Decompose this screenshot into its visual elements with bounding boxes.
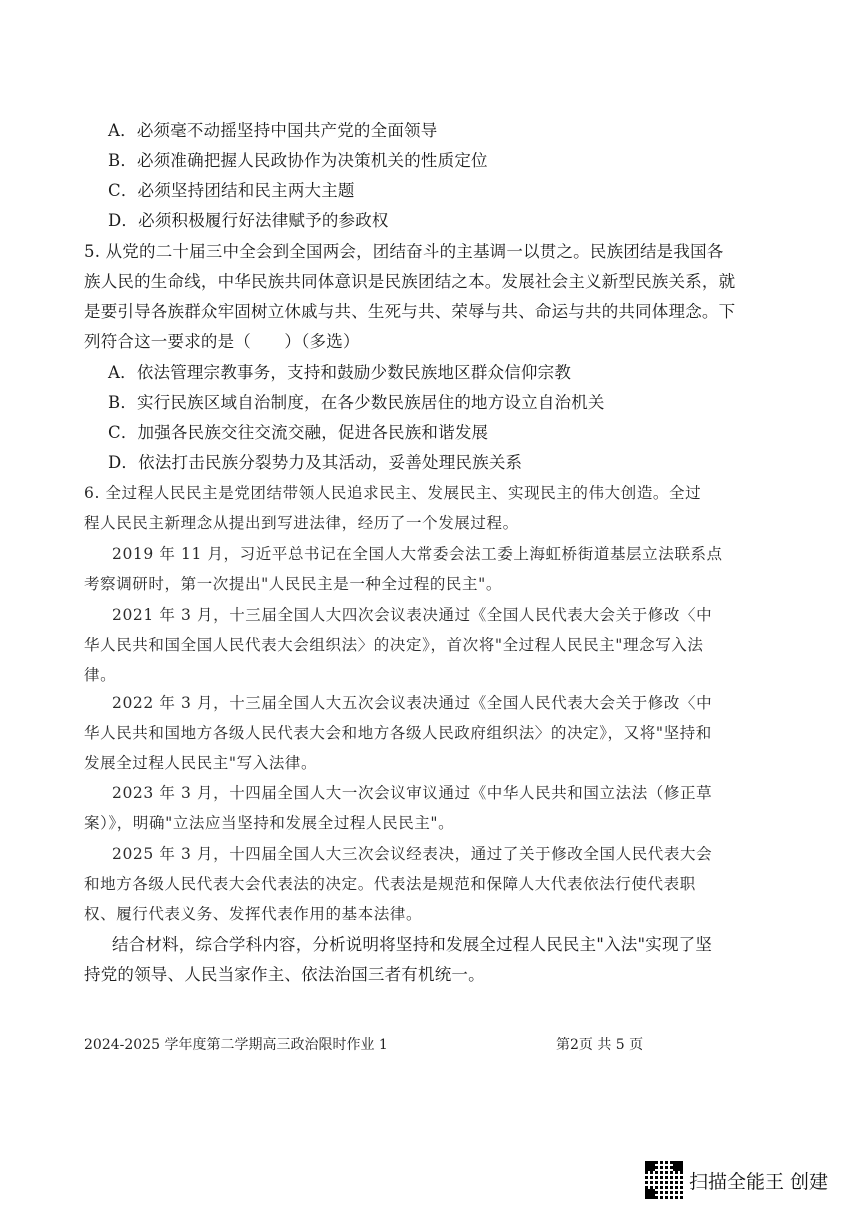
q5-stem-line: 5. 从党的二十届三中全会到全国两会，团结奋斗的主基调一以贯之。民族团结是我国各	[84, 242, 724, 261]
q6-material-2025: 和地方各级人民代表大会代表法的决定。代表法是规范和保障人大代表依法行使代表职	[84, 875, 696, 893]
q6-intro-line: 6. 全过程人民民主是党团结带领人民追求民主、发展民主、实现民主的伟大创造。全过	[84, 484, 702, 502]
q5-option-b: B．实行民族区域自治制度，在各少数民族居住的地方设立自治机关	[108, 393, 605, 412]
q6-material-2022: 华人民共和国地方各级人民代表大会和地方各级人民政府组织法〉的决定》，又将"坚持和	[84, 724, 712, 742]
q5-stem-line: 是要引导各族群众牢固树立休戚与共、生死与共、荣辱与共、命运与共的共同体理念。下	[84, 302, 736, 321]
q6-material-2023: 案）》，明确"立法应当坚持和发展全过程人民民主"。	[84, 814, 455, 832]
q5-option-a: A．依法管理宗教事务，支持和鼓励少数民族地区群众信仰宗教	[108, 363, 572, 382]
scanner-watermark	[645, 1161, 828, 1199]
q6-intro-line: 程人民民主新理念从提出到写进法律，经历了一个发展过程。	[84, 514, 519, 532]
footer-page-number: 第2页 共 5 页	[556, 1037, 644, 1053]
footer-course-title: 2024-2025 学年度第二学期高三政治限时作业 1	[84, 1037, 388, 1053]
q6-question-line: 结合材料，综合学科内容，分析说明将坚持和发展全过程人民民主"入法"实现了坚	[112, 935, 713, 954]
q4-option-c: C．必须坚持团结和民主两大主题	[108, 181, 355, 200]
q6-material-2019: 2019 年 11 月，习近平总书记在全国人大常委会法工委上海虹桥街道基层立法联系点	[112, 545, 723, 563]
q4-option-a: A．必须毫不动摇坚持中国共产党的全面领导	[108, 121, 438, 140]
q6-material-2025: 2025 年 3 月，十四届全国人大三次会议经表决，通过了关于修改全国人民代表大会	[112, 845, 713, 863]
q6-material-2021: 华人民共和国全国人民代表大会组织法〉的决定》，首次将"全过程人民民主"理念写入法	[84, 636, 704, 654]
q6-material-2021: 律。	[84, 666, 117, 684]
q5-option-d: D．依法打击民族分裂势力及其活动，妥善处理民族关系	[108, 453, 523, 472]
q6-material-2021: 2021 年 3 月，十三届全国人大四次会议表决通过《全国人民代表大会关于修改〈中	[112, 606, 713, 624]
q5-option-c: C．加强各民族交往交流交融，促进各民族和谐发展	[108, 423, 489, 442]
q6-question-line: 持党的领导、人民当家作主、依法治国三者有机统一。	[84, 965, 485, 984]
watermark-text: 扫描全能王 创建	[689, 1170, 829, 1193]
q6-material-2019: 考察调研时，第一次提出"人民民主是一种全过程的民主"。	[84, 575, 502, 593]
q5-stem-line: 族人民的生命线，中华民族共同体意识是民族团结之本。发展社会主义新型民族关系，就	[84, 272, 736, 291]
qr-code-icon	[645, 1161, 683, 1199]
q6-material-2025: 权、履行代表义务、发挥代表作用的基本法律。	[84, 905, 423, 923]
q4-option-b: B．必须准确把握人民政协作为决策机关的性质定位	[108, 151, 488, 170]
q6-material-2023: 2023 年 3 月，十四届全国人大一次会议审议通过《中华人民共和国立法法（修正草	[112, 784, 713, 802]
q6-material-2022: 2022 年 3 月，十三届全国人大五次会议表决通过《全国人民代表大会关于修改〈中	[112, 694, 713, 712]
q5-stem-line: 列符合这一要求的是（ ）（多选）	[84, 332, 360, 351]
q4-option-d: D．必须积极履行好法律赋予的参政权	[108, 211, 389, 230]
q6-material-2022: 发展全过程人民民主"写入法律。	[84, 754, 318, 772]
